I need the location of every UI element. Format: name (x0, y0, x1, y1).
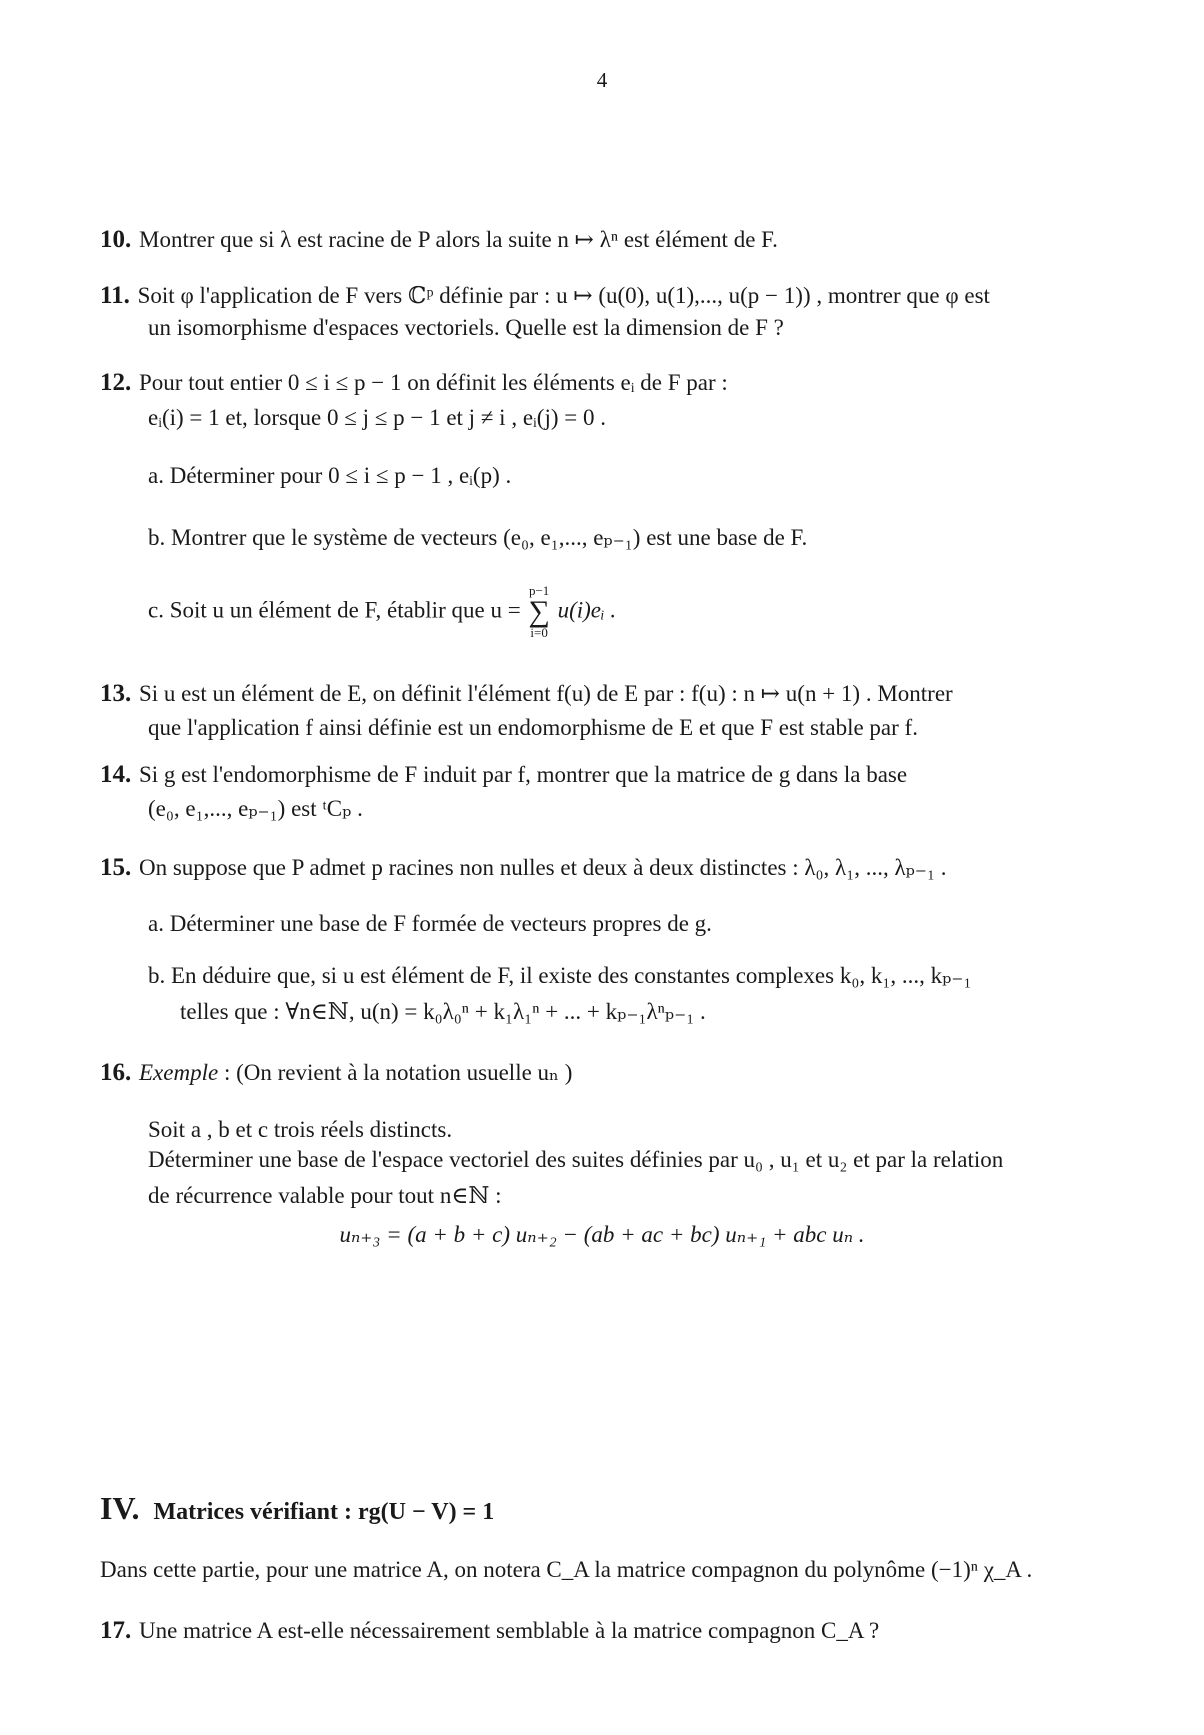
question-16-line-3: de récurrence valable pour tout n∈ℕ : (148, 1183, 502, 1208)
question-text-line-1: Si g est l'endomorphisme de F induit par f, montrer que la matrice de g dans la base (139, 762, 908, 787)
page-number: 4 (596, 68, 608, 92)
question-number: 13. (100, 680, 132, 707)
section-intro: Dans cette partie, pour une matrice A, on notera C_A la matrice compagnon du polynôme (−1)ⁿ χ_A . (100, 1557, 1033, 1582)
question-number: 15. (100, 854, 132, 881)
question-text-line-1: On suppose que P admet p racines non nulles et deux à deux distinctes : λ₀, λ₁, ..., λₚ₋₁ . (139, 855, 947, 880)
question-17 (100, 1613, 1110, 1648)
question-12-part-c (148, 584, 1108, 640)
question-text-line-1: Soit φ l'application de F vers ℂᵖ définie par : u ↦ (u(0), u(1),..., u(p − 1)) , montrer que φ est (137, 283, 990, 308)
question-16-line-2: Déterminer une base de l'espace vectoriel des suites définies par u₀ , u₁ et u₂ et par la relation (148, 1147, 1004, 1172)
section-title: Matrices vérifiant : rg(U − V) = 1 (153, 1499, 495, 1525)
question-15-part-b: b. En déduire que, si u est élément de F, il existe des constantes complexes k₀, k₁, ..., kₚ₋₁ (148, 963, 972, 988)
section-heading (100, 1490, 494, 1527)
question-number: 17. (100, 1617, 132, 1644)
question-11 (100, 278, 1110, 313)
question-15-part-b-line-2: telles que : ∀n∈ℕ, u(n) = k₀λ₀ⁿ + k₁λ₁ⁿ + ... + kₚ₋₁λⁿₚ₋₁ . (180, 999, 706, 1024)
sum-upper-bound: p−1 (528, 583, 550, 598)
question-number: 11. (100, 282, 130, 309)
sigma-icon: ∑ (528, 595, 550, 628)
question-16-line-1: Soit a , b et c trois réels distincts. (148, 1117, 453, 1142)
question-number: 14. (100, 761, 132, 788)
question-14 (100, 757, 1110, 792)
sum-lower-bound: i=0 (530, 625, 548, 640)
question-16 (100, 1055, 1110, 1090)
question-13 (100, 676, 1110, 711)
question-heading: : (On revient à la notation usuelle uₙ ) (218, 1060, 573, 1085)
question-number: 16. (100, 1059, 132, 1086)
sum-symbol (528, 584, 549, 640)
example-label: Exemple (139, 1060, 219, 1085)
question-12-part-b: b. Montrer que le système de vecteurs (e₀, e₁,..., eₚ₋₁) est une base de F. (148, 525, 808, 550)
part-c-text: c. Soit u un élément de F, établir que u = (148, 597, 521, 623)
question-13-line-2: que l'application f ainsi définie est un endomorphisme de E et que F est stable par f. (148, 715, 918, 740)
question-12-line-2: eᵢ(i) = 1 et, lorsque 0 ≤ j ≤ p − 1 et j ≠ i , eᵢ(j) = 0 . (148, 405, 606, 430)
section-number: IV. (100, 1490, 140, 1526)
sum-body: u(i)eᵢ . (557, 597, 617, 623)
question-15-part-a: a. Déterminer une base de F formée de vecteurs propres de g. (148, 911, 712, 936)
question-number: 10. (100, 226, 132, 253)
question-text-line-1: Si u est un élément de E, on définit l'élément f(u) de E par : f(u) : n ↦ u(n + 1) . Montrer (139, 681, 953, 706)
question-15 (100, 850, 1110, 885)
question-10 (100, 222, 1110, 257)
recurrence-equation: uₙ₊₃ = (a + b + c) uₙ₊₂ − (ab + ac + bc) uₙ₊₁ + abc uₙ . (339, 1222, 865, 1247)
question-text-line-1: Pour tout entier 0 ≤ i ≤ p − 1 on définit les éléments eᵢ de F par : (139, 370, 728, 395)
question-number: 12. (100, 369, 132, 396)
question-11-line-2: un isomorphisme d'espaces vectoriels. Quelle est la dimension de F ? (148, 315, 784, 340)
question-12 (100, 365, 1110, 400)
question-text: Une matrice A est-elle nécessairement semblable à la matrice compagnon C_A ? (139, 1618, 880, 1643)
question-text: Montrer que si λ est racine de P alors la suite n ↦ λⁿ est élément de F. (139, 227, 778, 252)
question-12-part-a: a. Déterminer pour 0 ≤ i ≤ p − 1 , eᵢ(p) . (148, 463, 512, 488)
question-14-line-2: (e₀, e₁,..., eₚ₋₁) est ᵗCₚ . (148, 796, 363, 821)
